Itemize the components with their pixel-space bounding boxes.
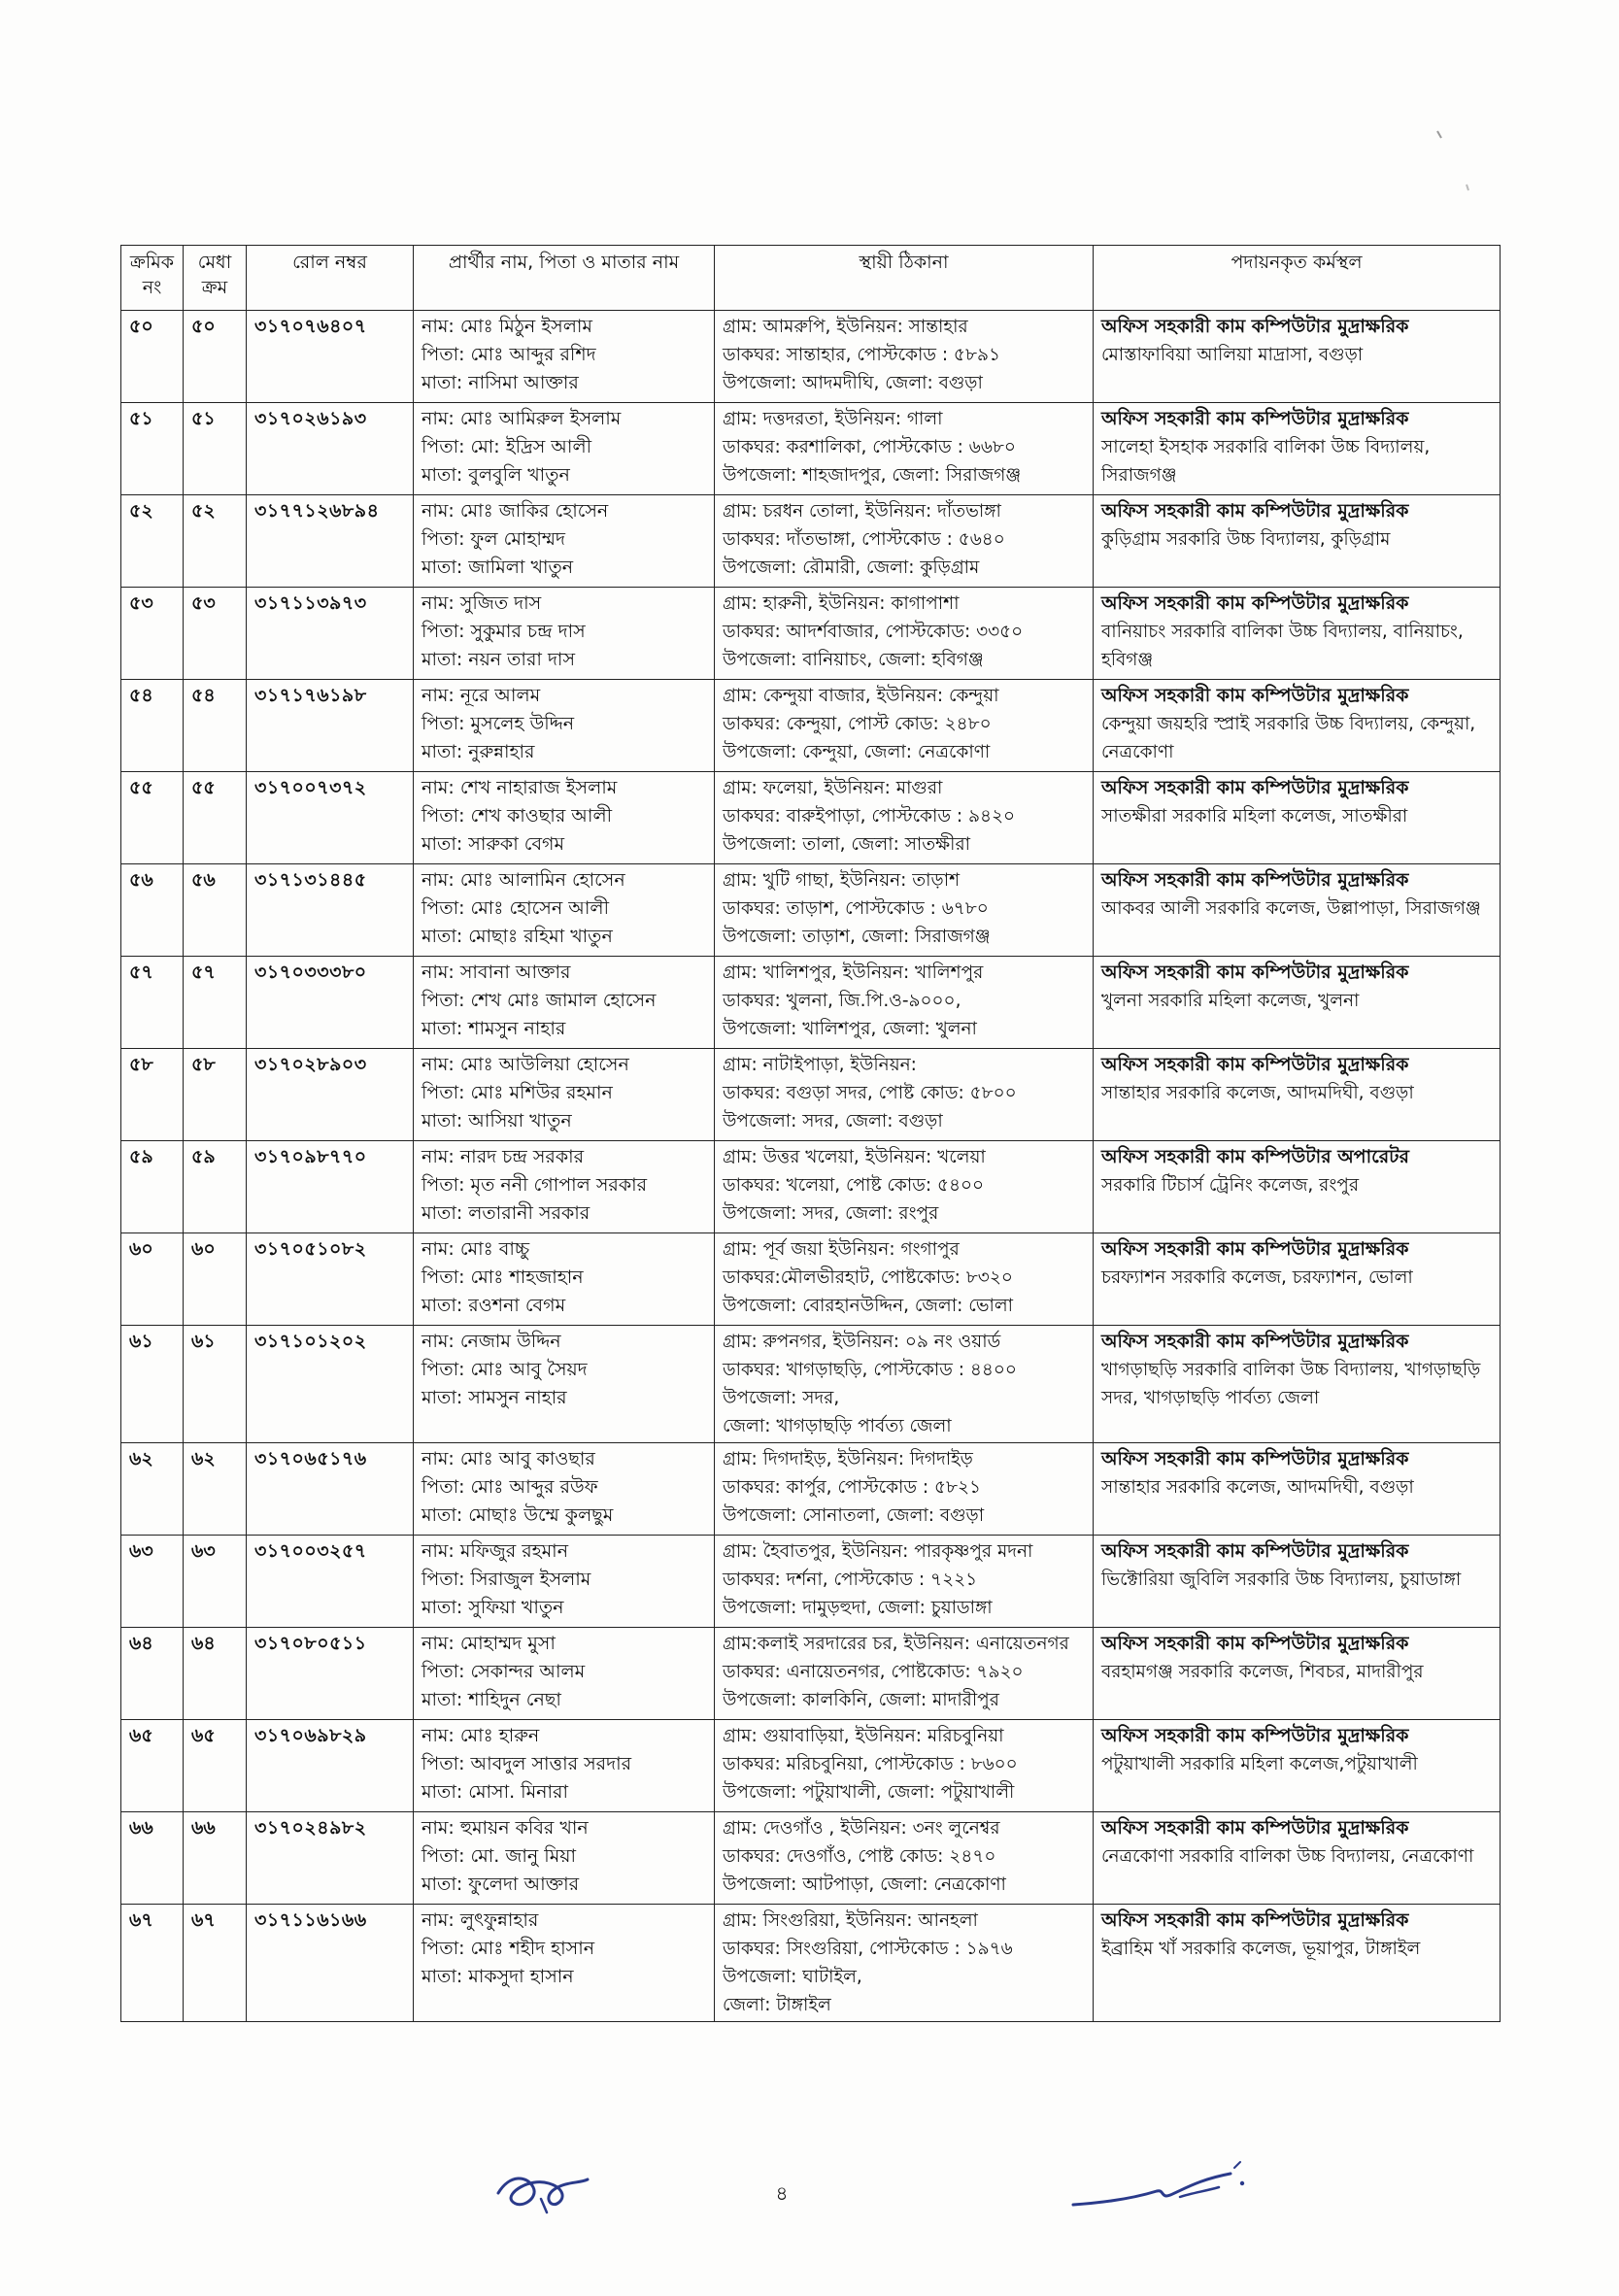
address-line: উপজেলা: সদর, জেলা: রংপুর bbox=[723, 1203, 939, 1224]
address-line: ডাকঘর: দর্শনা, পোস্টকোড : ৭২২১ bbox=[723, 1570, 978, 1590]
post-title: অফিস সহকারী কাম কম্পিউটার মুদ্রাক্ষরিক bbox=[1101, 1725, 1409, 1746]
roll-cell: ৩১৭১১৩৯৭৩ bbox=[247, 588, 414, 680]
serial-cell: ৬২ bbox=[121, 1443, 184, 1536]
signature-left-icon bbox=[490, 2154, 597, 2222]
posting-cell bbox=[1094, 864, 1501, 957]
names-cell bbox=[414, 772, 715, 864]
header-serial: ক্রমিক নং bbox=[121, 246, 184, 311]
father-name: পিতা: মৃত ননী গোপাল সরকার bbox=[422, 1174, 648, 1196]
merit-cell: ৫২ bbox=[184, 495, 247, 588]
names-cell bbox=[414, 588, 715, 680]
father-name: পিতা: আবদুল সাত্তার সরদার bbox=[422, 1753, 632, 1774]
address-line: উপজেলা: দামুড়হুদা, জেলা: চুয়াডাঙ্গা bbox=[723, 1598, 993, 1618]
table-row bbox=[121, 1049, 1501, 1141]
table-row bbox=[121, 957, 1501, 1049]
serial-cell: ৬৩ bbox=[121, 1536, 184, 1628]
roll-cell: ৩১৭০২৮৯০৩ bbox=[247, 1049, 414, 1141]
table-row bbox=[121, 1628, 1501, 1720]
roll-cell: ৩১৭১০১২০২ bbox=[247, 1326, 414, 1443]
posting-cell bbox=[1094, 1812, 1501, 1905]
post-office: ভিক্টোরিয়া জুবিলি সরকারি উচ্চ বিদ্যালয়, চুয়াডাঙ্গা bbox=[1101, 1570, 1462, 1590]
table-row bbox=[121, 1812, 1501, 1905]
table-row bbox=[121, 680, 1501, 772]
post-title: অফিস সহকারী কাম কম্পিউটার অপারেটর bbox=[1101, 1146, 1409, 1167]
address-line: ডাকঘর: আদর্শবাজার, পোস্টকোড: ৩৩৫০ bbox=[723, 622, 1024, 642]
father-name: পিতা: মো. জানু মিয়া bbox=[422, 1845, 576, 1867]
posting-cell bbox=[1094, 1049, 1501, 1141]
address-cell bbox=[715, 957, 1094, 1049]
posting-cell bbox=[1094, 403, 1501, 495]
serial-cell: ৫৮ bbox=[121, 1049, 184, 1141]
address-line: ডাকঘর: সিংগুরিয়া, পোস্টকোড : ১৯৭৬ bbox=[723, 1939, 1013, 1959]
post-office: সরকারি টিচার্স ট্রেনিং কলেজ, রংপুর bbox=[1101, 1175, 1360, 1196]
address-cell bbox=[715, 1628, 1094, 1720]
posting-cell bbox=[1094, 1628, 1501, 1720]
serial-cell: ৬৪ bbox=[121, 1628, 184, 1720]
address-line: ডাকঘর: দেওগাঁও, পোষ্ট কোড: ২৪৭০ bbox=[723, 1846, 996, 1867]
address-line: জেলা: খাগড়াছড়ি পার্বত্য জেলা bbox=[723, 1416, 952, 1436]
roll-cell: ৩১৭০০৭৩৭২ bbox=[247, 772, 414, 864]
roll-cell: ৩১৭০৩৩৩৮০ bbox=[247, 957, 414, 1049]
address-cell bbox=[715, 1443, 1094, 1536]
post-title: অফিস সহকারী কাম কম্পিউটার মুদ্রাক্ষরিক bbox=[1101, 500, 1409, 522]
posting-cell bbox=[1094, 772, 1501, 864]
candidate-name: নাম: মোঃ হারুন bbox=[422, 1725, 540, 1746]
posting-cell bbox=[1094, 495, 1501, 588]
table-row bbox=[121, 1141, 1501, 1233]
address-line: উপজেলা: কালকিনি, জেলা: মাদারীপুর bbox=[723, 1690, 999, 1710]
post-title: অফিস সহকারী কাম কম্পিউটার মুদ্রাক্ষরিক bbox=[1101, 1054, 1409, 1075]
post-title: অফিস সহকারী কাম কম্পিউটার মুদ্রাক্ষরিক bbox=[1101, 685, 1409, 706]
address-line: গ্রাম: দিগদাইড়, ইউনিয়ন: দিগদাইড় bbox=[723, 1449, 973, 1469]
candidate-name: নাম: মোঃ বাচ্চু bbox=[422, 1238, 530, 1260]
post-office: পটুয়াখালী সরকারি মহিলা কলেজ,পটুয়াখালী bbox=[1101, 1754, 1418, 1774]
address-line: ডাকঘর: করশালিকা, পোস্টকোড : ৬৬৮০ bbox=[723, 437, 1016, 457]
post-office: সান্তাহার সরকারি কলেজ, আদমদিঘী, বগুড়া bbox=[1101, 1083, 1414, 1103]
merit-cell: ৬৪ bbox=[184, 1628, 247, 1720]
posting-cell bbox=[1094, 1720, 1501, 1812]
roll-cell: ৩১৭১৭৬১৯৮ bbox=[247, 680, 414, 772]
names-cell bbox=[414, 864, 715, 957]
merit-cell: ৫৬ bbox=[184, 864, 247, 957]
address-line: উপজেলা: ঘাটাইল, bbox=[723, 1967, 862, 1987]
mother-name: মাতা: আসিয়া খাতুন bbox=[422, 1110, 572, 1131]
post-office: বানিয়াচং সরকারি বালিকা উচ্চ বিদ্যালয়, বানিয়াচং, হবিগঞ্জ bbox=[1101, 622, 1464, 670]
post-title: অফিস সহকারী কাম কম্পিউটার মুদ্রাক্ষরিক bbox=[1101, 1238, 1409, 1260]
post-title: অফিস সহকারী কাম কম্পিউটার মুদ্রাক্ষরিক bbox=[1101, 1909, 1409, 1931]
father-name: পিতা: শেখ মোঃ জামাল হোসেন bbox=[422, 990, 657, 1011]
post-title: অফিস সহকারী কাম কম্পিউটার মুদ্রাক্ষরিক bbox=[1101, 1633, 1409, 1654]
names-cell bbox=[414, 1049, 715, 1141]
address-cell bbox=[715, 495, 1094, 588]
address-line: উপজেলা: রৌমারী, জেলা: কুড়িগ্রাম bbox=[723, 557, 980, 578]
serial-cell: ৫১ bbox=[121, 403, 184, 495]
table-header-row bbox=[121, 246, 1501, 311]
candidate-name: নাম: মফিজুর রহমান bbox=[422, 1540, 569, 1562]
address-line: উপজেলা: আদমদীঘি, জেলা: বগুড়া bbox=[723, 373, 983, 393]
father-name: পিতা: মুসলেহ উদ্দিন bbox=[422, 713, 575, 734]
mother-name: মাতা: ফুলেদা আক্তার bbox=[422, 1874, 580, 1895]
header-merit: মেধা ক্রম bbox=[184, 246, 247, 311]
signature-right-icon bbox=[1063, 2154, 1267, 2222]
mother-name: মাতা: সুফিয়া খাতুন bbox=[422, 1597, 564, 1618]
candidate-name: নাম: শেখ নাহারাজ ইসলাম bbox=[422, 777, 618, 798]
table-row bbox=[121, 495, 1501, 588]
post-office: চরফ্যাশন সরকারি কলেজ, চরফ্যাশন, ভোলা bbox=[1101, 1267, 1413, 1288]
address-line: গ্রাম: রুপনগর, ইউনিয়ন: ০৯ নং ওয়ার্ড bbox=[723, 1332, 1001, 1352]
address-line: ডাকঘর:মৌলভীরহাট, পোষ্টকোড: ৮৩২০ bbox=[723, 1267, 1013, 1288]
candidate-name: নাম: মোঃ মিঠুন ইসলাম bbox=[422, 316, 592, 337]
address-cell bbox=[715, 680, 1094, 772]
names-cell bbox=[414, 1443, 715, 1536]
post-office: সালেহা ইসহাক সরকারি বালিকা উচ্চ বিদ্যালয়, সিরাজগঞ্জ bbox=[1101, 437, 1431, 486]
serial-cell: ৫৪ bbox=[121, 680, 184, 772]
address-line: ডাকঘর: বারুইপাড়া, পোস্টকোড : ৯৪২০ bbox=[723, 806, 1016, 827]
address-cell bbox=[715, 1141, 1094, 1233]
serial-cell: ৫৫ bbox=[121, 772, 184, 864]
mother-name: মাতা: মোছাঃ রহিমা খাতুন bbox=[422, 926, 613, 947]
serial-cell: ৬০ bbox=[121, 1233, 184, 1326]
header-roll: রোল নম্বর bbox=[247, 246, 414, 311]
father-name: পিতা: মোঃ আব্দুর রউফ bbox=[422, 1476, 598, 1498]
post-office: বরহামগঞ্জ সরকারি কলেজ, শিবচর, মাদারীপুর bbox=[1101, 1662, 1424, 1682]
address-line: উপজেলা: বানিয়াচং, জেলা: হবিগঞ্জ bbox=[723, 650, 984, 670]
candidate-name: নাম: মোঃ আমিরুল ইসলাম bbox=[422, 408, 622, 429]
roll-cell: ৩১৭০৯৮৭৭০ bbox=[247, 1141, 414, 1233]
merit-cell: ৬৫ bbox=[184, 1720, 247, 1812]
mother-name: মাতা: নয়ন তারা দাস bbox=[422, 649, 575, 670]
address-line: গ্রাম: আমরুপি, ইউনিয়ন: সান্তাহার bbox=[723, 317, 968, 337]
address-line: ডাকঘর: এনায়েতনগর, পোষ্টকোড: ৭৯২০ bbox=[723, 1662, 1024, 1682]
address-cell bbox=[715, 1905, 1094, 2022]
address-line: গ্রাম: পূর্ব জয়া ইউনিয়ন: গংগাপুর bbox=[723, 1239, 960, 1260]
roll-cell: ৩১৭১১৬১৬৬ bbox=[247, 1905, 414, 2022]
merit-cell: ৫৩ bbox=[184, 588, 247, 680]
address-line: ডাকঘর: কেন্দুয়া, পোস্ট কোড: ২৪৮০ bbox=[723, 714, 992, 734]
header-posting: পদায়নকৃত কর্মস্থল bbox=[1094, 246, 1501, 311]
serial-cell: ৫৩ bbox=[121, 588, 184, 680]
address-line: গ্রাম: উত্তর খলেয়া, ইউনিয়ন: খলেয়া bbox=[723, 1147, 986, 1167]
roll-cell: ৩১৭০২৪৯৮২ bbox=[247, 1812, 414, 1905]
father-name: পিতা: সেকান্দর আলম bbox=[422, 1661, 586, 1682]
roll-cell: ৩১৭০০৩২৫৭ bbox=[247, 1536, 414, 1628]
address-line: উপজেলা: তালা, জেলা: সাতক্ষীরা bbox=[723, 834, 970, 855]
table-row bbox=[121, 1443, 1501, 1536]
serial-cell: ৫০ bbox=[121, 311, 184, 403]
post-office: আকবর আলী সরকারি কলেজ, উল্লাপাড়া, সিরাজগঞ্জ bbox=[1101, 898, 1481, 919]
address-line: ডাকঘর: খলেয়া, পোষ্ট কোড: ৫৪০০ bbox=[723, 1175, 985, 1196]
names-cell bbox=[414, 1141, 715, 1233]
candidate-name: নাম: মোঃ আবু কাওছার bbox=[422, 1448, 595, 1469]
table-row bbox=[121, 1326, 1501, 1443]
names-cell bbox=[414, 1233, 715, 1326]
address-line: গ্রাম: খুটি গাছা, ইউনিয়ন: তাড়াশ bbox=[723, 870, 961, 891]
mother-name: মাতা: সামসুন নাহার bbox=[422, 1387, 567, 1408]
candidate-name: নাম: নেজাম উদ্দিন bbox=[422, 1331, 561, 1352]
address-line: উপজেলা: বোরহানউদ্দিন, জেলা: ভোলা bbox=[723, 1296, 1014, 1316]
mother-name: মাতা: লতারানী সরকার bbox=[422, 1202, 590, 1224]
table-row bbox=[121, 864, 1501, 957]
merit-cell: ৬৬ bbox=[184, 1812, 247, 1905]
address-cell bbox=[715, 1049, 1094, 1141]
posting-cell bbox=[1094, 1233, 1501, 1326]
address-cell bbox=[715, 1720, 1094, 1812]
candidate-name: নাম: সুজিত দাস bbox=[422, 592, 542, 614]
candidate-name: নাম: নারদ চন্দ্র সরকার bbox=[422, 1146, 585, 1167]
address-cell bbox=[715, 588, 1094, 680]
address-line: গ্রাম: দত্তদরতা, ইউনিয়ন: গালা bbox=[723, 409, 943, 429]
names-cell bbox=[414, 1326, 715, 1443]
address-line: গ্রাম: সিংগুরিয়া, ইউনিয়ন: আনহলা bbox=[723, 1910, 978, 1931]
posting-cell bbox=[1094, 1443, 1501, 1536]
address-line: উপজেলা: কেন্দুয়া, জেলা: নেত্রকোণা bbox=[723, 742, 991, 762]
mother-name: মাতা: রওশনা বেগম bbox=[422, 1295, 566, 1316]
serial-cell: ৬৬ bbox=[121, 1812, 184, 1905]
merit-cell: ৬৭ bbox=[184, 1905, 247, 2022]
address-line: উপজেলা: তাড়াশ, জেলা: সিরাজগঞ্জ bbox=[723, 927, 991, 947]
address-line: গ্রাম: দেওগাঁও , ইউনিয়ন: ৩নং লুনেশ্বর bbox=[723, 1818, 1000, 1839]
merit-cell: ৫৯ bbox=[184, 1141, 247, 1233]
address-line: ডাকঘর: বগুড়া সদর, পোষ্ট কোড: ৫৮০০ bbox=[723, 1083, 1017, 1103]
mother-name: মাতা: বুলবুলি খাতুন bbox=[422, 464, 570, 486]
post-office: কেন্দুয়া জয়হরি স্প্রাই সরকারি উচ্চ বিদ্যালয়, কেন্দুয়া, নেত্রকোণা bbox=[1101, 714, 1476, 762]
address-line: উপজেলা: সদর, জেলা: বগুড়া bbox=[723, 1111, 943, 1131]
post-title: অফিস সহকারী কাম কম্পিউটার মুদ্রাক্ষরিক bbox=[1101, 1540, 1409, 1562]
table-row bbox=[121, 772, 1501, 864]
page-number: ৪ bbox=[775, 2181, 789, 2205]
merit-cell: ৫৭ bbox=[184, 957, 247, 1049]
posting-cell bbox=[1094, 1536, 1501, 1628]
address-line: উপজেলা: আটপাড়া, জেলা: নেত্রকোণা bbox=[723, 1874, 1006, 1895]
mother-name: মাতা: মোসা. মিনারা bbox=[422, 1781, 568, 1803]
father-name: পিতা: ফুল মোহাম্মদ bbox=[422, 528, 565, 550]
roll-cell: ৩১৭০২৬১৯৩ bbox=[247, 403, 414, 495]
merit-cell: ৬১ bbox=[184, 1326, 247, 1443]
address-cell bbox=[715, 1326, 1094, 1443]
address-line: গ্রাম: চরধন তোলা, ইউনিয়ন: দাঁতভাঙ্গা bbox=[723, 501, 1001, 522]
roll-cell: ৩১৭০৮০৫১১ bbox=[247, 1628, 414, 1720]
names-cell bbox=[414, 1720, 715, 1812]
table-row bbox=[121, 588, 1501, 680]
names-cell bbox=[414, 957, 715, 1049]
post-office: সান্তাহার সরকারি কলেজ, আদমদিঘী, বগুড়া bbox=[1101, 1477, 1414, 1498]
mother-name: মাতা: মাকসুদা হাসান bbox=[422, 1966, 574, 1987]
candidate-name: নাম: মোহাম্মদ মুসা bbox=[422, 1633, 556, 1654]
father-name: পিতা: মোঃ মশিউর রহমান bbox=[422, 1082, 613, 1103]
table-row bbox=[121, 403, 1501, 495]
candidate-name: নাম: হুমায়ন কবির খান bbox=[422, 1817, 589, 1839]
address-cell bbox=[715, 864, 1094, 957]
serial-cell: ৫৬ bbox=[121, 864, 184, 957]
table-row bbox=[121, 1233, 1501, 1326]
mother-name: মাতা: নাসিমা আক্তার bbox=[422, 372, 579, 393]
address-line: ডাকঘর: সান্তাহার, পোস্টকোড : ৫৮৯১ bbox=[723, 345, 1000, 365]
father-name: পিতা: মোঃ শাহজাহান bbox=[422, 1266, 584, 1288]
address-line: গ্রাম: কেন্দুয়া বাজার, ইউনিয়ন: কেন্দুয়া bbox=[723, 686, 999, 706]
serial-cell: ৬৭ bbox=[121, 1905, 184, 2022]
header-names: প্রার্থীর নাম, পিতা ও মাতার নাম bbox=[414, 246, 715, 311]
address-line: গ্রাম: হারুনী, ইউনিয়ন: কাগাপাশা bbox=[723, 593, 960, 614]
post-title: অফিস সহকারী কাম কম্পিউটার মুদ্রাক্ষরিক bbox=[1101, 1817, 1409, 1839]
names-cell bbox=[414, 1905, 715, 2022]
serial-cell: ৬৫ bbox=[121, 1720, 184, 1812]
father-name: পিতা: মোঃ আব্দুর রশিদ bbox=[422, 344, 596, 365]
table-row bbox=[121, 1536, 1501, 1628]
roll-cell: ৩১৭০৬৯৮২৯ bbox=[247, 1720, 414, 1812]
father-name: পিতা: শেখ কাওছার আলী bbox=[422, 805, 613, 827]
mother-name: মাতা: নুরুন্নাহার bbox=[422, 741, 535, 762]
header-address: স্থায়ী ঠিকানা bbox=[715, 246, 1094, 311]
address-line: উপজেলা: সোনাতলা, জেলা: বগুড়া bbox=[723, 1505, 985, 1526]
post-office: নেত্রকোণা সরকারি বালিকা উচ্চ বিদ্যালয়, নেত্রকোণা bbox=[1101, 1846, 1474, 1867]
post-title: অফিস সহকারী কাম কম্পিউটার মুদ্রাক্ষরিক bbox=[1101, 1331, 1409, 1352]
table-row bbox=[121, 311, 1501, 403]
candidate-name: নাম: মোঃ আলামিন হোসেন bbox=[422, 869, 625, 891]
post-title: অফিস সহকারী কাম কম্পিউটার মুদ্রাক্ষরিক bbox=[1101, 316, 1409, 337]
roll-cell: ৩১৭০৫১০৮২ bbox=[247, 1233, 414, 1326]
address-line: ডাকঘর: খুলনা, জি.পি.ও-৯০০০, bbox=[723, 991, 961, 1011]
post-title: অফিস সহকারী কাম কম্পিউটার মুদ্রাক্ষরিক bbox=[1101, 962, 1409, 983]
father-name: পিতা: মোঃ শহীদ হাসান bbox=[422, 1938, 595, 1959]
mother-name: মাতা: শাহিদুন নেছা bbox=[422, 1689, 561, 1710]
address-cell bbox=[715, 1536, 1094, 1628]
candidate-posting-table bbox=[120, 245, 1501, 2022]
post-title: অফিস সহকারী কাম কম্পিউটার মুদ্রাক্ষরিক bbox=[1101, 777, 1409, 798]
address-cell bbox=[715, 1233, 1094, 1326]
serial-cell: ৫৭ bbox=[121, 957, 184, 1049]
roll-cell: ৩১৭৭১২৬৮৯৪ bbox=[247, 495, 414, 588]
address-cell bbox=[715, 772, 1094, 864]
address-line: গ্রাম: খালিশপুর, ইউনিয়ন: খালিশপুর bbox=[723, 962, 984, 983]
mother-name: মাতা: মোছাঃ উম্মে কুলছুম bbox=[422, 1504, 614, 1526]
merit-cell: ৫১ bbox=[184, 403, 247, 495]
names-cell bbox=[414, 1628, 715, 1720]
address-line: উপজেলা: খালিশপুর, জেলা: খুলনা bbox=[723, 1019, 977, 1039]
posting-cell bbox=[1094, 311, 1501, 403]
address-line: গ্রাম: গুয়াবাড়িয়া, ইউনিয়ন: মরিচবুনিয়া bbox=[723, 1726, 1004, 1746]
father-name: পিতা: সুকুমার চন্দ্র দাস bbox=[422, 621, 586, 642]
address-cell bbox=[715, 311, 1094, 403]
table-row bbox=[121, 1905, 1501, 2022]
candidate-name: নাম: নূরে আলম bbox=[422, 685, 541, 706]
post-title: অফিস সহকারী কাম কম্পিউটার মুদ্রাক্ষরিক bbox=[1101, 592, 1409, 614]
posting-cell bbox=[1094, 1141, 1501, 1233]
address-line: গ্রাম: ফলেয়া, ইউনিয়ন: মাগুরা bbox=[723, 778, 943, 798]
candidate-name: নাম: মোঃ আউলিয়া হোসেন bbox=[422, 1054, 629, 1075]
mother-name: মাতা: সারুকা বেগম bbox=[422, 833, 565, 855]
post-title: অফিস সহকারী কাম কম্পিউটার মুদ্রাক্ষরিক bbox=[1101, 1448, 1409, 1469]
address-line: গ্রাম: নাটাইপাড়া, ইউনিয়ন: bbox=[723, 1055, 917, 1075]
roll-cell: ৩১৭০৬৫১৭৬ bbox=[247, 1443, 414, 1536]
father-name: পিতা: মোঃ হোসেন আলী bbox=[422, 897, 609, 919]
merit-cell: ৬২ bbox=[184, 1443, 247, 1536]
serial-cell: ৫৯ bbox=[121, 1141, 184, 1233]
post-office: খাগড়াছড়ি সরকারি বালিকা উচ্চ বিদ্যালয়, খাগড়াছড়ি সদর, খাগড়াছড়ি পার্বত্য জেলা bbox=[1101, 1360, 1481, 1408]
address-line: ডাকঘর: দাঁতভাঙ্গা, পোস্টকোড : ৫৬৪০ bbox=[723, 529, 1005, 550]
posting-cell bbox=[1094, 1326, 1501, 1443]
merit-cell: ৫৮ bbox=[184, 1049, 247, 1141]
candidate-name: নাম: মোঃ জাকির হোসেন bbox=[422, 500, 609, 522]
merit-cell: ৫৪ bbox=[184, 680, 247, 772]
posting-cell bbox=[1094, 588, 1501, 680]
merit-cell: ৬০ bbox=[184, 1233, 247, 1326]
names-cell bbox=[414, 311, 715, 403]
names-cell bbox=[414, 1812, 715, 1905]
post-office: কুড়িগ্রাম সরকারি উচ্চ বিদ্যালয়, কুড়িগ্রাম bbox=[1101, 529, 1391, 550]
mother-name: মাতা: জামিলা খাতুন bbox=[422, 557, 574, 578]
post-office: ইব্রাহিম খাঁ সরকারি কলেজ, ভূয়াপুর, টাঙ্গাইল bbox=[1101, 1939, 1421, 1959]
names-cell bbox=[414, 403, 715, 495]
address-line: ডাকঘর: খাগড়াছড়ি, পোস্টকোড : ৪৪০০ bbox=[723, 1360, 1017, 1380]
candidate-name: নাম: লুৎফুন্নাহার bbox=[422, 1909, 539, 1931]
address-cell bbox=[715, 403, 1094, 495]
table-row bbox=[121, 1720, 1501, 1812]
post-office: সাতক্ষীরা সরকারি মহিলা কলেজ, সাতক্ষীরা bbox=[1101, 806, 1408, 827]
serial-cell: ৬১ bbox=[121, 1326, 184, 1443]
merit-cell: ৫৫ bbox=[184, 772, 247, 864]
father-name: পিতা: মো: ইদ্রিস আলী bbox=[422, 436, 592, 457]
address-line: গ্রাম:কলাই সরদারের চর, ইউনিয়ন: এনায়েতনগর bbox=[723, 1634, 1069, 1654]
roll-cell: ৩১৭১৩১৪৪৫ bbox=[247, 864, 414, 957]
candidate-name: নাম: সাবানা আক্তার bbox=[422, 962, 571, 983]
posting-cell bbox=[1094, 957, 1501, 1049]
address-cell bbox=[715, 1812, 1094, 1905]
post-title: অফিস সহকারী কাম কম্পিউটার মুদ্রাক্ষরিক bbox=[1101, 408, 1409, 429]
address-line: উপজেলা: সদর, bbox=[723, 1388, 840, 1408]
roll-cell: ৩১৭০৭৬৪০৭ bbox=[247, 311, 414, 403]
address-line: জেলা: টাঙ্গাইল bbox=[723, 1995, 831, 2015]
address-line: ডাকঘর: তাড়াশ, পোস্টকোড : ৬৭৮০ bbox=[723, 898, 989, 919]
names-cell bbox=[414, 680, 715, 772]
address-line: ডাকঘর: কার্পুর, পোস্টকোড : ৫৮২১ bbox=[723, 1477, 982, 1498]
address-line: উপজেলা: পটুয়াখালী, জেলা: পটুয়াখালী bbox=[723, 1782, 1015, 1803]
father-name: পিতা: মোঃ আবু সৈয়দ bbox=[422, 1359, 588, 1380]
post-title: অফিস সহকারী কাম কম্পিউটার মুদ্রাক্ষরিক bbox=[1101, 869, 1409, 891]
serial-cell: ৫২ bbox=[121, 495, 184, 588]
scan-mark-icon bbox=[1428, 126, 1486, 204]
address-line: ডাকঘর: মরিচবুনিয়া, পোস্টকোড : ৮৬০০ bbox=[723, 1754, 1018, 1774]
names-cell bbox=[414, 1536, 715, 1628]
address-line: গ্রাম: হৈবাতপুর, ইউনিয়ন: পারকৃষ্ণপুর মদনা bbox=[723, 1541, 1033, 1562]
post-office: মোস্তাফাবিয়া আলিয়া মাদ্রাসা, বগুড়া bbox=[1101, 345, 1364, 365]
posting-cell bbox=[1094, 1905, 1501, 2022]
names-cell bbox=[414, 495, 715, 588]
father-name: পিতা: সিরাজুল ইসলাম bbox=[422, 1569, 591, 1590]
posting-cell bbox=[1094, 680, 1501, 772]
post-office: খুলনা সরকারি মহিলা কলেজ, খুলনা bbox=[1101, 991, 1360, 1011]
mother-name: মাতা: শামসুন নাহার bbox=[422, 1018, 566, 1039]
table-body bbox=[121, 311, 1501, 2022]
merit-cell: ৬৩ bbox=[184, 1536, 247, 1628]
address-line: উপজেলা: শাহজাদপুর, জেলা: সিরাজগঞ্জ bbox=[723, 465, 1022, 486]
merit-cell: ৫০ bbox=[184, 311, 247, 403]
